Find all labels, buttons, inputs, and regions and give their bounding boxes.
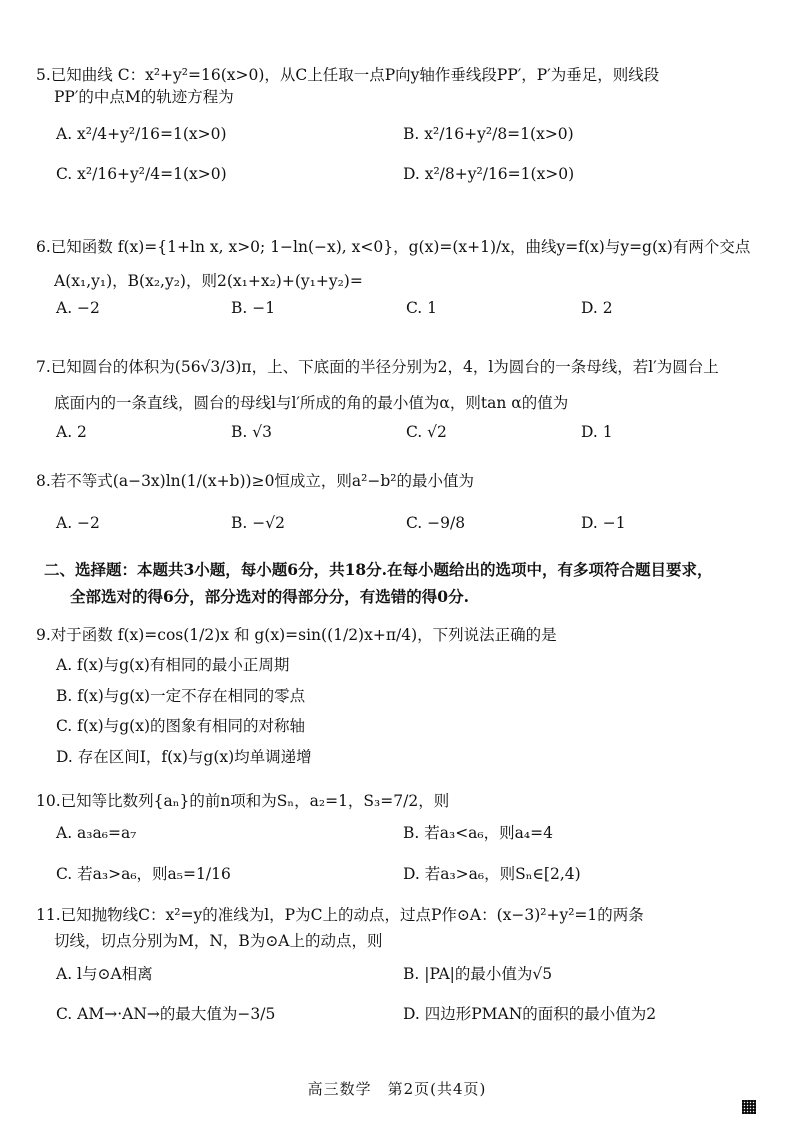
option-d: D. 1	[581, 422, 613, 441]
option-c: C. √2	[406, 422, 447, 441]
question-9	[36, 624, 758, 768]
option-c: C. 若a₃>a₆，则a₅=1/16	[56, 864, 231, 883]
option-a: A. a₃a₆=a₇	[56, 824, 137, 843]
question-5	[36, 64, 758, 186]
question-stem: 5.已知曲线 C：x²+y²=16(x>0)，从C上任取一点P向y轴作垂线段PP′，P′为垂足，则线段	[36, 66, 660, 84]
question-stem-continued: A(x₁,y₁)，B(x₂,y₂)，则2(x₁+x₂)+(y₁+y₂)=	[54, 272, 363, 291]
question-stem-continued: 底面内的一条直线，圆台的母线l与l′所成的角的最小值为α，则tan α的值为	[54, 394, 569, 413]
option-c: C. −9/8	[406, 514, 466, 533]
question-stem-continued: 切线，切点分别为M，N，B为⊙A上的动点，则	[54, 932, 383, 951]
section-heading-line: 全部选对的得6分，部分选对的得部分分，有选错的得0分.	[70, 587, 469, 607]
option-b: B. x²/16+y²/8=1(x>0)	[403, 124, 574, 143]
option-b: B. |PA|的最小值为√5	[403, 964, 553, 983]
option-a: A. −2	[56, 298, 100, 317]
question-7	[36, 356, 758, 443]
section-heading-line: 二、选择题：本题共3小题，每小题6分，共18分.在每小题给出的选项中，有多项符合题目要求，	[44, 560, 713, 579]
option-d: D. −1	[581, 514, 626, 533]
option-d: D. 四边形PMAN的面积的最小值为2	[403, 1005, 657, 1024]
question-8	[36, 470, 758, 535]
question-6	[36, 236, 758, 319]
option-d: D. x²/8+y²/16=1(x>0)	[403, 165, 575, 184]
question-stem: 7.已知圆台的体积为(56√3/3)π，上、下底面的半径分别为2，4，l为圆台的一条母线，若l′为圆台上	[36, 358, 719, 376]
option-b: B. −√2	[231, 514, 285, 533]
option-d: D. 若a₃>a₆，则Sₙ∈[2,4)	[403, 864, 581, 883]
option-a: A. −2	[56, 514, 100, 533]
option-a: A. l与⊙A相离	[56, 964, 153, 983]
option-b: B. f(x)与g(x)一定不存在相同的零点	[56, 686, 306, 705]
option-b: B. 若a₃<a₆，则a₄=4	[403, 824, 553, 843]
option-b: B. √3	[231, 422, 272, 441]
question-stem: 10.已知等比数列{aₙ}的前n项和为Sₙ，a₂=1，S₃=7/2，则	[36, 792, 450, 810]
option-c: C. x²/16+y²/4=1(x>0)	[56, 165, 227, 184]
question-11	[36, 904, 758, 1026]
option-a: A. x²/4+y²/16=1(x>0)	[56, 124, 227, 143]
option-c: C. AM→·AN→的最大值为−3/5	[56, 1005, 276, 1024]
option-a: A. f(x)与g(x)有相同的最小正周期	[56, 656, 290, 675]
option-b: B. −1	[231, 298, 276, 317]
question-stem: 11.已知抛物线C：x²=y的准线为l，P为C上的动点，过点P作⊙A：(x−3)²+y²=1的两条	[36, 906, 644, 924]
page-footer: 高三数学 第2页(共4页)	[307, 1080, 487, 1098]
option-a: A. 2	[56, 422, 87, 441]
question-stem: 9.对于函数 f(x)=cos(1/2)x 和 g(x)=sin((1/2)x+π/4)，下列说法正确的是	[36, 626, 557, 644]
qr-code-icon	[742, 1100, 756, 1114]
section-heading	[44, 556, 764, 610]
option-c: C. f(x)与g(x)的图象有相同的对称轴	[56, 717, 305, 736]
question-stem-continued: PP′的中点M的轨迹方程为	[54, 88, 234, 107]
option-c: C. 1	[406, 298, 438, 317]
question-stem: 8.若不等式(a−3x)ln(1/(x+b))≥0恒成立，则a²−b²的最小值为	[36, 472, 475, 490]
question-10	[36, 790, 758, 885]
question-stem: 6.已知函数 f(x)={1+ln x, x>0; 1−ln(−x), x<0}，g(x)=(x+1)/x，曲线y=f(x)与y=g(x)有两个交点	[36, 238, 751, 256]
option-d: D. 存在区间I，f(x)与g(x)均单调递增	[56, 747, 312, 766]
option-d: D. 2	[581, 298, 613, 317]
